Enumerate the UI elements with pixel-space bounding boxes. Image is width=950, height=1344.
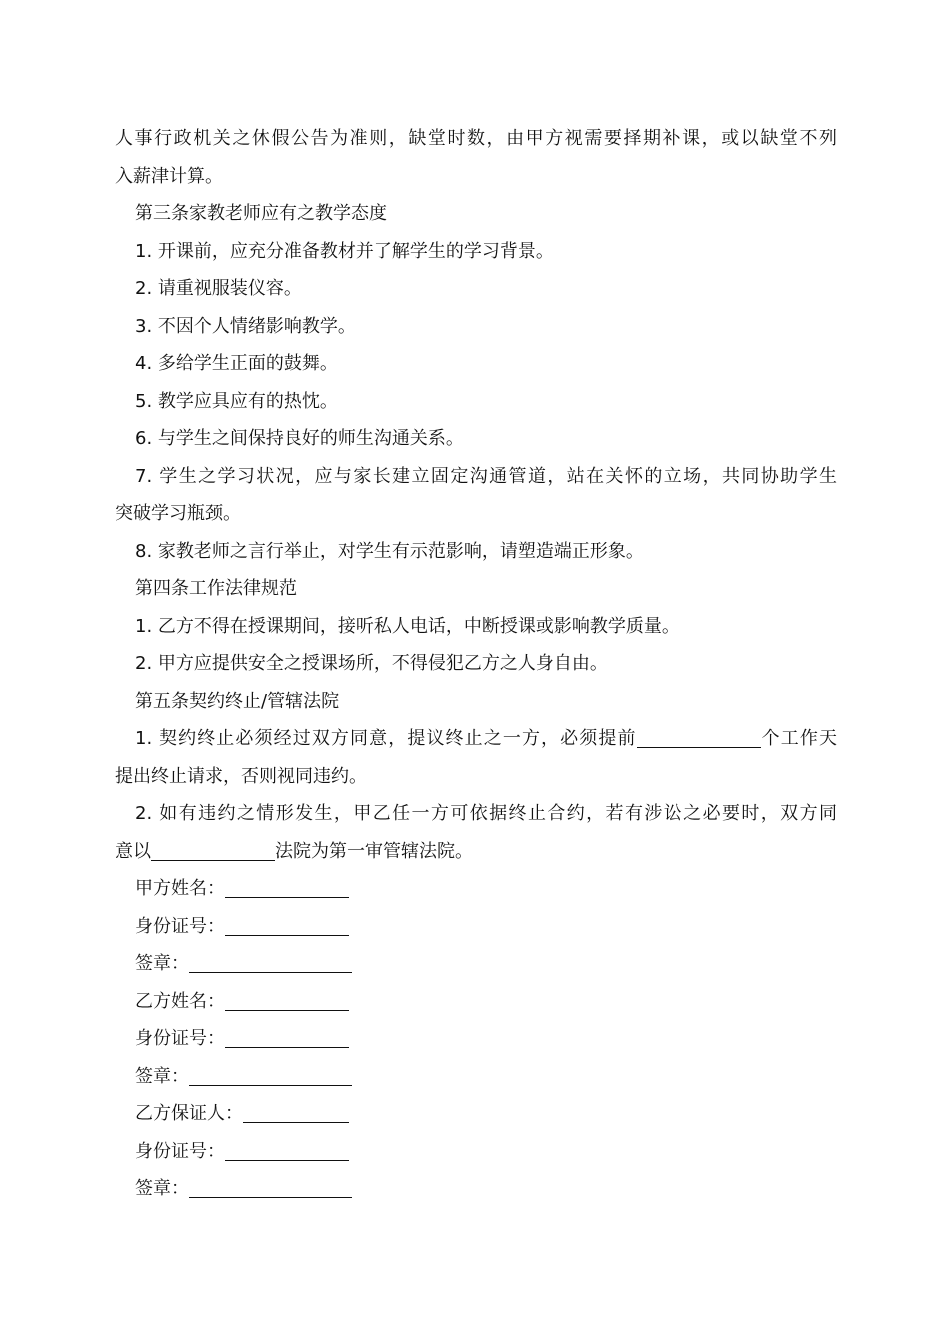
party-a-seal-blank[interactable]: [189, 952, 352, 973]
party-a-name-row: [115, 870, 837, 908]
article-5-item-2-text-a: 意以: [115, 840, 151, 862]
party-a-seal-label: 签章：: [135, 953, 189, 974]
article-5-item-1-text-a: 1. 契约终止必须经过双方同意，提议终止之一方，必须提前: [135, 728, 637, 749]
document-body: [115, 120, 837, 1208]
guarantor-id-blank[interactable]: [225, 1140, 349, 1161]
article-5-item-2-line-2: [115, 833, 837, 871]
article-4-title: 第四条工作法律规范: [135, 578, 297, 599]
guarantor-label: 乙方保证人：: [135, 1103, 243, 1124]
guarantor-id-row: [115, 1133, 837, 1171]
article-3-item-7-line-1: 7. 学生之学习状况，应与家长建立固定沟通管道，站在关怀的立场，共同协助学生: [135, 465, 837, 487]
article-4-item-2: 2. 甲方应提供安全之授课场所，不得侵犯乙方之人身自由。: [135, 653, 608, 674]
party-a-id-row: [115, 908, 837, 946]
article-5-item-2-text-b: 法院为第一审管辖法院。: [275, 840, 473, 862]
article-3-item-1: 1. 开课前，应充分准备教材并了解学生的学习背景。: [135, 240, 554, 262]
article-3-item-2: 2. 请重视服装仪容。: [135, 278, 302, 299]
party-a-name-blank[interactable]: [225, 877, 349, 898]
party-b-name-label: 乙方姓名：: [135, 990, 225, 1012]
party-a-name-label: 甲方姓名：: [135, 878, 225, 899]
party-b-id-blank[interactable]: [225, 1027, 349, 1048]
party-b-seal-blank[interactable]: [189, 1065, 352, 1086]
article-5-item-2-line-1: 2. 如有违约之情形发生，甲乙任一方可依据终止合约，若有涉讼之必要时，双方同: [135, 803, 837, 824]
party-a-seal-row: [115, 945, 837, 983]
party-b-name-row: [115, 983, 837, 1021]
article-3-item-7-line-2: 突破学习瓶颈。: [115, 503, 241, 524]
court-name-blank[interactable]: [151, 840, 275, 861]
party-b-id-label: 身份证号：: [135, 1028, 225, 1049]
party-b-seal-label: 签章：: [135, 1065, 189, 1087]
article-5-item-1-line-1: [115, 720, 837, 758]
article-3-item-4: 4. 多给学生正面的鼓舞。: [135, 353, 338, 374]
article-3-item-6: 6. 与学生之间保持良好的师生沟通关系。: [135, 428, 464, 449]
article-5-item-1-text-b: 个工作天: [760, 728, 837, 749]
party-a-id-label: 身份证号：: [135, 915, 225, 937]
guarantor-seal-label: 签章：: [135, 1178, 189, 1199]
intro-paragraph-line-2: 入薪津计算。: [115, 165, 223, 187]
guarantor-id-label: 身份证号：: [135, 1140, 225, 1162]
guarantor-row: [115, 1095, 837, 1133]
party-b-name-blank[interactable]: [225, 990, 349, 1011]
article-3-item-8: 8. 家教老师之言行举止，对学生有示范影响，请塑造端正形象。: [135, 540, 644, 562]
party-b-id-row: [115, 1020, 837, 1058]
article-5-item-1-line-2: 提出终止请求，否则视同违约。: [115, 765, 367, 787]
article-3-item-3: 3. 不因个人情绪影响教学。: [135, 315, 356, 337]
intro-paragraph-line-1: 人事行政机关之休假公告为准则，缺堂时数，由甲方视需要择期补课，或以缺堂不列: [115, 128, 837, 149]
notice-days-blank[interactable]: [637, 727, 761, 748]
guarantor-seal-blank[interactable]: [189, 1177, 352, 1198]
guarantor-seal-row: [115, 1170, 837, 1208]
article-3-title: 第三条家教老师应有之教学态度: [135, 203, 387, 224]
guarantor-blank[interactable]: [243, 1102, 349, 1123]
article-3-item-5: 5. 教学应具应有的热忱。: [135, 390, 338, 412]
article-5-title: 第五条契约终止/管辖法院: [135, 690, 340, 712]
party-a-id-blank[interactable]: [225, 915, 349, 936]
article-4-item-1: 1. 乙方不得在授课期间，接听私人电话，中断授课或影响教学质量。: [135, 615, 680, 637]
party-b-seal-row: [115, 1058, 837, 1096]
